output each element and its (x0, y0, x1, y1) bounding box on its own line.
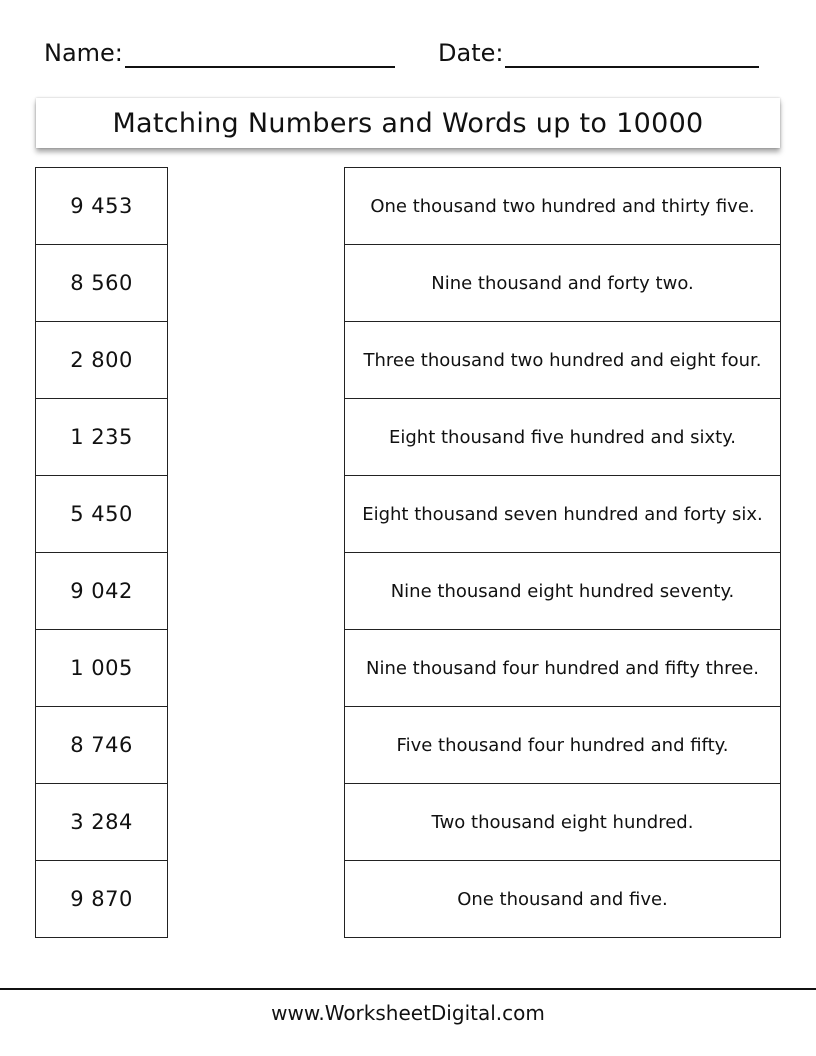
word-cell: One thousand and five. (345, 861, 780, 938)
number-cell: 9 042 (36, 553, 167, 630)
word-cell: Five thousand four hundred and fifty. (345, 707, 780, 784)
footer-website: www.WorksheetDigital.com (271, 1001, 545, 1025)
word-cell: Nine thousand four hundred and fifty three. (345, 630, 780, 707)
word-cell: Eight thousand seven hundred and forty six. (345, 476, 780, 553)
number-cell: 1 235 (36, 399, 167, 476)
number-cell: 5 450 (36, 476, 167, 553)
word-cell: Nine thousand eight hundred seventy. (345, 553, 780, 630)
name-label: Name: (44, 39, 123, 67)
number-cell: 8 746 (36, 707, 167, 784)
word-cell: Eight thousand five hundred and sixty. (345, 399, 780, 476)
number-cell: 3 284 (36, 784, 167, 861)
number-cell: 1 005 (36, 630, 167, 707)
date-label: Date: (438, 39, 504, 67)
word-cell: Nine thousand and forty two. (345, 245, 780, 322)
number-cell: 8 560 (36, 245, 167, 322)
number-cell: 2 800 (36, 322, 167, 399)
footer-divider (0, 988, 816, 990)
words-column (344, 167, 781, 938)
date-write-line[interactable] (505, 40, 759, 68)
word-cell: Three thousand two hundred and eight four. (345, 322, 780, 399)
worksheet-header (0, 0, 816, 80)
name-field (44, 38, 395, 68)
page-title: Matching Numbers and Words up to 10000 (112, 107, 704, 139)
numbers-column (35, 167, 168, 938)
title-banner (36, 98, 780, 148)
word-cell: Two thousand eight hundred. (345, 784, 780, 861)
word-cell: One thousand two hundred and thirty five. (345, 168, 780, 245)
number-cell: 9 870 (36, 861, 167, 938)
date-field (438, 38, 759, 68)
name-write-line[interactable] (125, 40, 395, 68)
number-cell: 9 453 (36, 168, 167, 245)
